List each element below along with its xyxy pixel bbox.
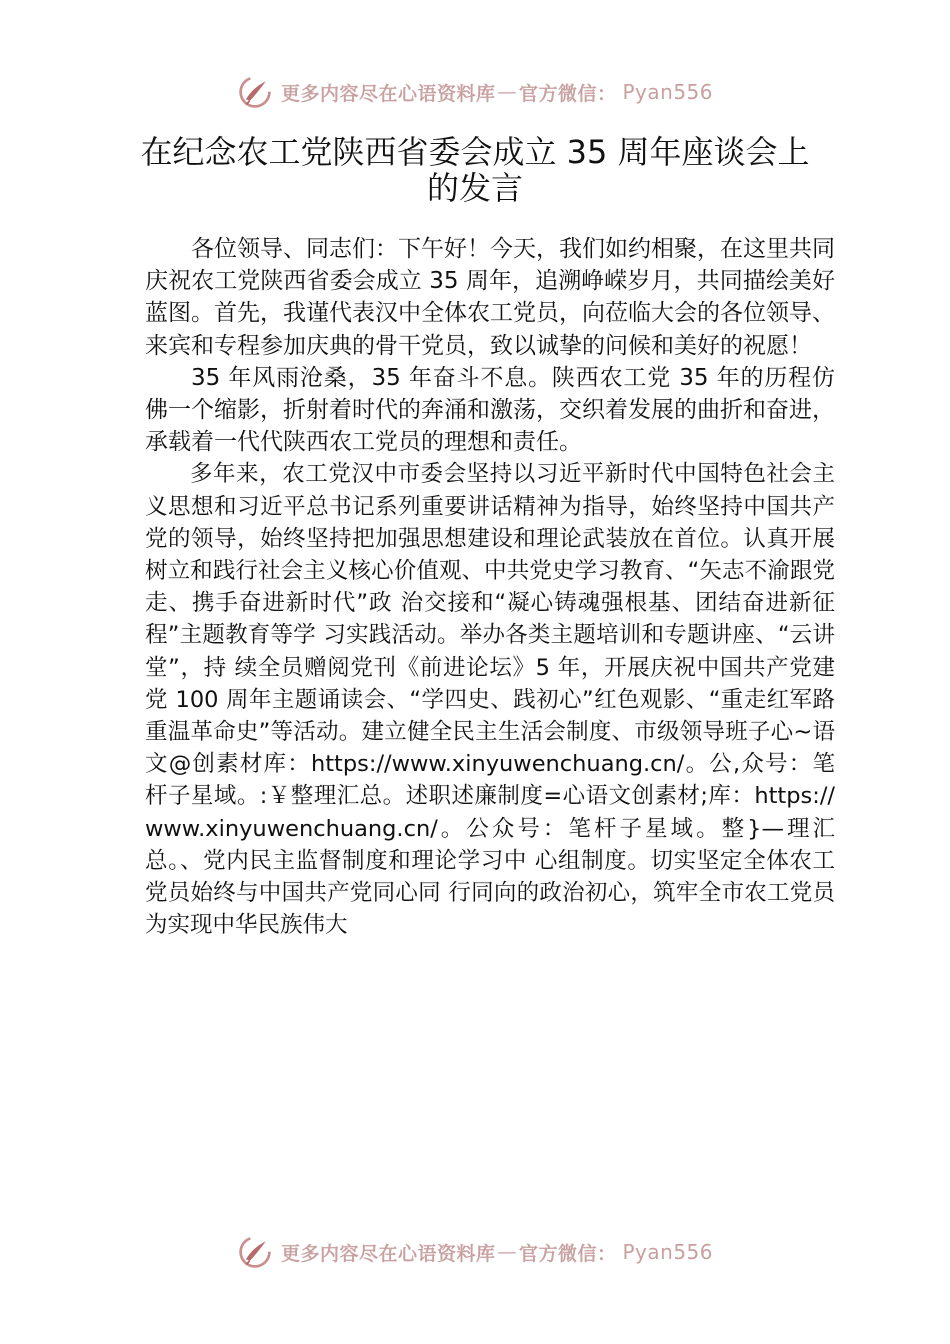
watermark-separator: — <box>497 1241 517 1263</box>
watermark-text: 更多内容尽在心语资料库 <box>280 82 496 105</box>
footer-watermark <box>0 1230 950 1274</box>
brush-logo-icon <box>237 74 273 110</box>
paragraph-greeting: 各位领导、同志们：下午好！今天，我们如约相聚，在这里共同庆祝农工党陕西省委会成立 35 周年，追溯峥嵘岁月，共同描绘美好蓝图。首先，我谨代表汉中全体农工党员，向莅临大会的各位领导、来宾和专程参加庆典的骨干党员，致以诚挚的问候和美好的祝愿！ <box>145 236 835 359</box>
watermark-label: 官方微信： <box>518 82 617 105</box>
watermark-id: Pyan556 <box>622 1240 714 1264</box>
watermark-text: 更多内容尽在心语资料库 <box>280 1242 496 1265</box>
header-watermark <box>0 70 950 114</box>
paragraph-history: 35 年风雨沧桑，35 年奋斗不息。陕西农工党 35 年的历程仿佛一个缩影，折射着时代的奔涌和激荡，交织着发展的曲折和奋进，承载着一代代陕西农工党员的理想和责任。 <box>145 364 835 456</box>
document-body <box>145 233 835 941</box>
watermark-separator: — <box>497 81 517 103</box>
document-title: 在纪念农工党陕西省委会成立 35 周年座谈会上的发言 <box>140 133 810 207</box>
watermark-label: 官方微信： <box>518 1242 617 1265</box>
brush-logo-icon <box>237 1234 273 1270</box>
paragraph-work: 多年来，农工党汉中市委会坚持以习近平新时代中国特色社会主义思想和习近平总书记系列重要讲话精神为指导，始终坚持中国共产党的领导，始终坚持把加强思想建设和理论武装放在首位。认真开展树立和践行社会主义核心价值观、中共党史学习教育、“矢志不渝跟党走、携手奋进新时代”政 治交接和“凝心铸魂强根基、团结奋进新征程”主题教育等学 习实践活动。举办各类主题培训和专题讲座、“云讲堂”，持 续全员赠阅党刊《前进论坛》5 年，开展庆祝中国共产党建党 100 周年主题诵读会、“学四史、践初心”红色观影、“重走红军路 重温革命史”等活动。建立健全民主生活会制度、市级领导班子心~语文@创素材库：https://www.xinyuwenchuang.cn/。公,众号：笔杆子星域。:￥整理汇总。述职述廉制度=心语文创素材;库：https://www.xinyuwenchuang.cn/。公众号：笔杆子星域。整}—理汇总。、党内民主监督制度和理论学习中 心组制度。切实坚定全体农工党员始终与中国共产党同心同 行同向的政治初心，筑牢全市农工党员为实现中华民族伟大 <box>145 461 835 939</box>
watermark-id: Pyan556 <box>622 80 714 104</box>
